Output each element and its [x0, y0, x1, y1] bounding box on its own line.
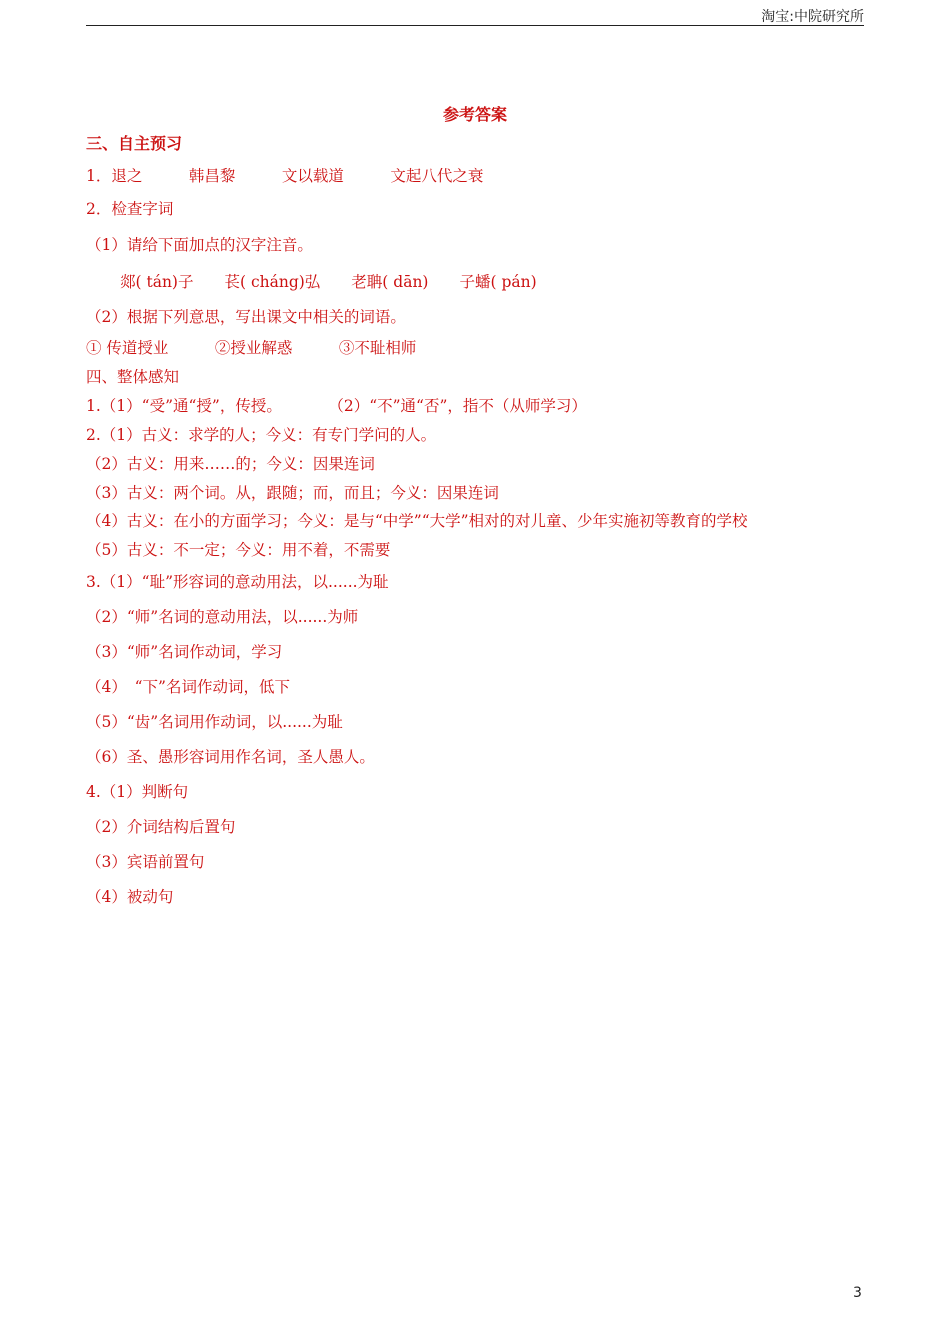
answer-4-2-2: （2）古义：用来……的；今义：因果连词: [86, 455, 375, 473]
answer-4-2-5: （5）古义：不一定；今义：用不着，不需要: [86, 541, 391, 559]
answer-line-2-1: （1）请给下面加点的汉字注音。: [86, 236, 313, 254]
answer-4-3-6: （6）圣、愚形容词用作名词，圣人愚人。: [86, 748, 375, 766]
page-title: 参考答案: [442, 105, 507, 124]
answer-line-2: 2．检查字词: [86, 200, 174, 218]
vocab-answers: ① 传道授业 ②授业解惑 ③不耻相师: [86, 339, 417, 357]
answer-4-3-2: （2）“师”名词的意动用法，以......为师: [86, 608, 359, 626]
answer-4-4-3: （3）宾语前置句: [86, 853, 205, 871]
pinyin-line: 郯( tán)子 苌( cháng)弘 老聃( dān) 子蟠( pán): [120, 273, 537, 291]
header-text: 淘宝:中院研究所: [761, 9, 864, 25]
answer-4-4-2: （2）介词结构后置句: [86, 818, 236, 836]
answer-4-2-3: （3）古义：两个词。从，跟随；而，而且；今义：因果连词: [86, 484, 499, 502]
page-number: 3: [853, 1285, 862, 1301]
answer-4-3-3: （3）“师”名词作动词，学习: [86, 643, 283, 661]
header-rule: [86, 25, 864, 26]
answer-4-3-5: （5）“齿”名词用作动词，以......为耻: [86, 713, 343, 731]
section-heading-preview: 三、自主预习: [86, 134, 183, 153]
answer-line-2-2: （2）根据下列意思，写出课文中相关的词语。: [86, 308, 406, 326]
answer-4-2-4: （4）古义：在小的方面学习；今义：是与“中学”“大学”相对的对儿童、少年实施初等教育的学校: [86, 512, 748, 530]
section-heading-overview: 四、整体感知: [86, 368, 180, 386]
answer-4-3-1: 3.（1）“耻”形容词的意动用法，以......为耻: [86, 573, 389, 591]
answer-4-4-4: （4）被动句: [86, 888, 174, 906]
answer-4-2-1: 2.（1）古义：求学的人；今义：有专门学问的人。: [86, 426, 437, 444]
answer-line-1-text: 1．退之 韩昌黎 文以载道 文起八代之衰: [86, 167, 484, 185]
answer-4-4-1: 4.（1）判断句: [86, 783, 189, 801]
answer-4-3-4: （4） “下”名词作动词，低下: [86, 678, 290, 696]
answer-4-1: 1.（1）“受”通“授”，传授。 （2）“不”通“否”，指不（从师学习）: [86, 397, 587, 415]
